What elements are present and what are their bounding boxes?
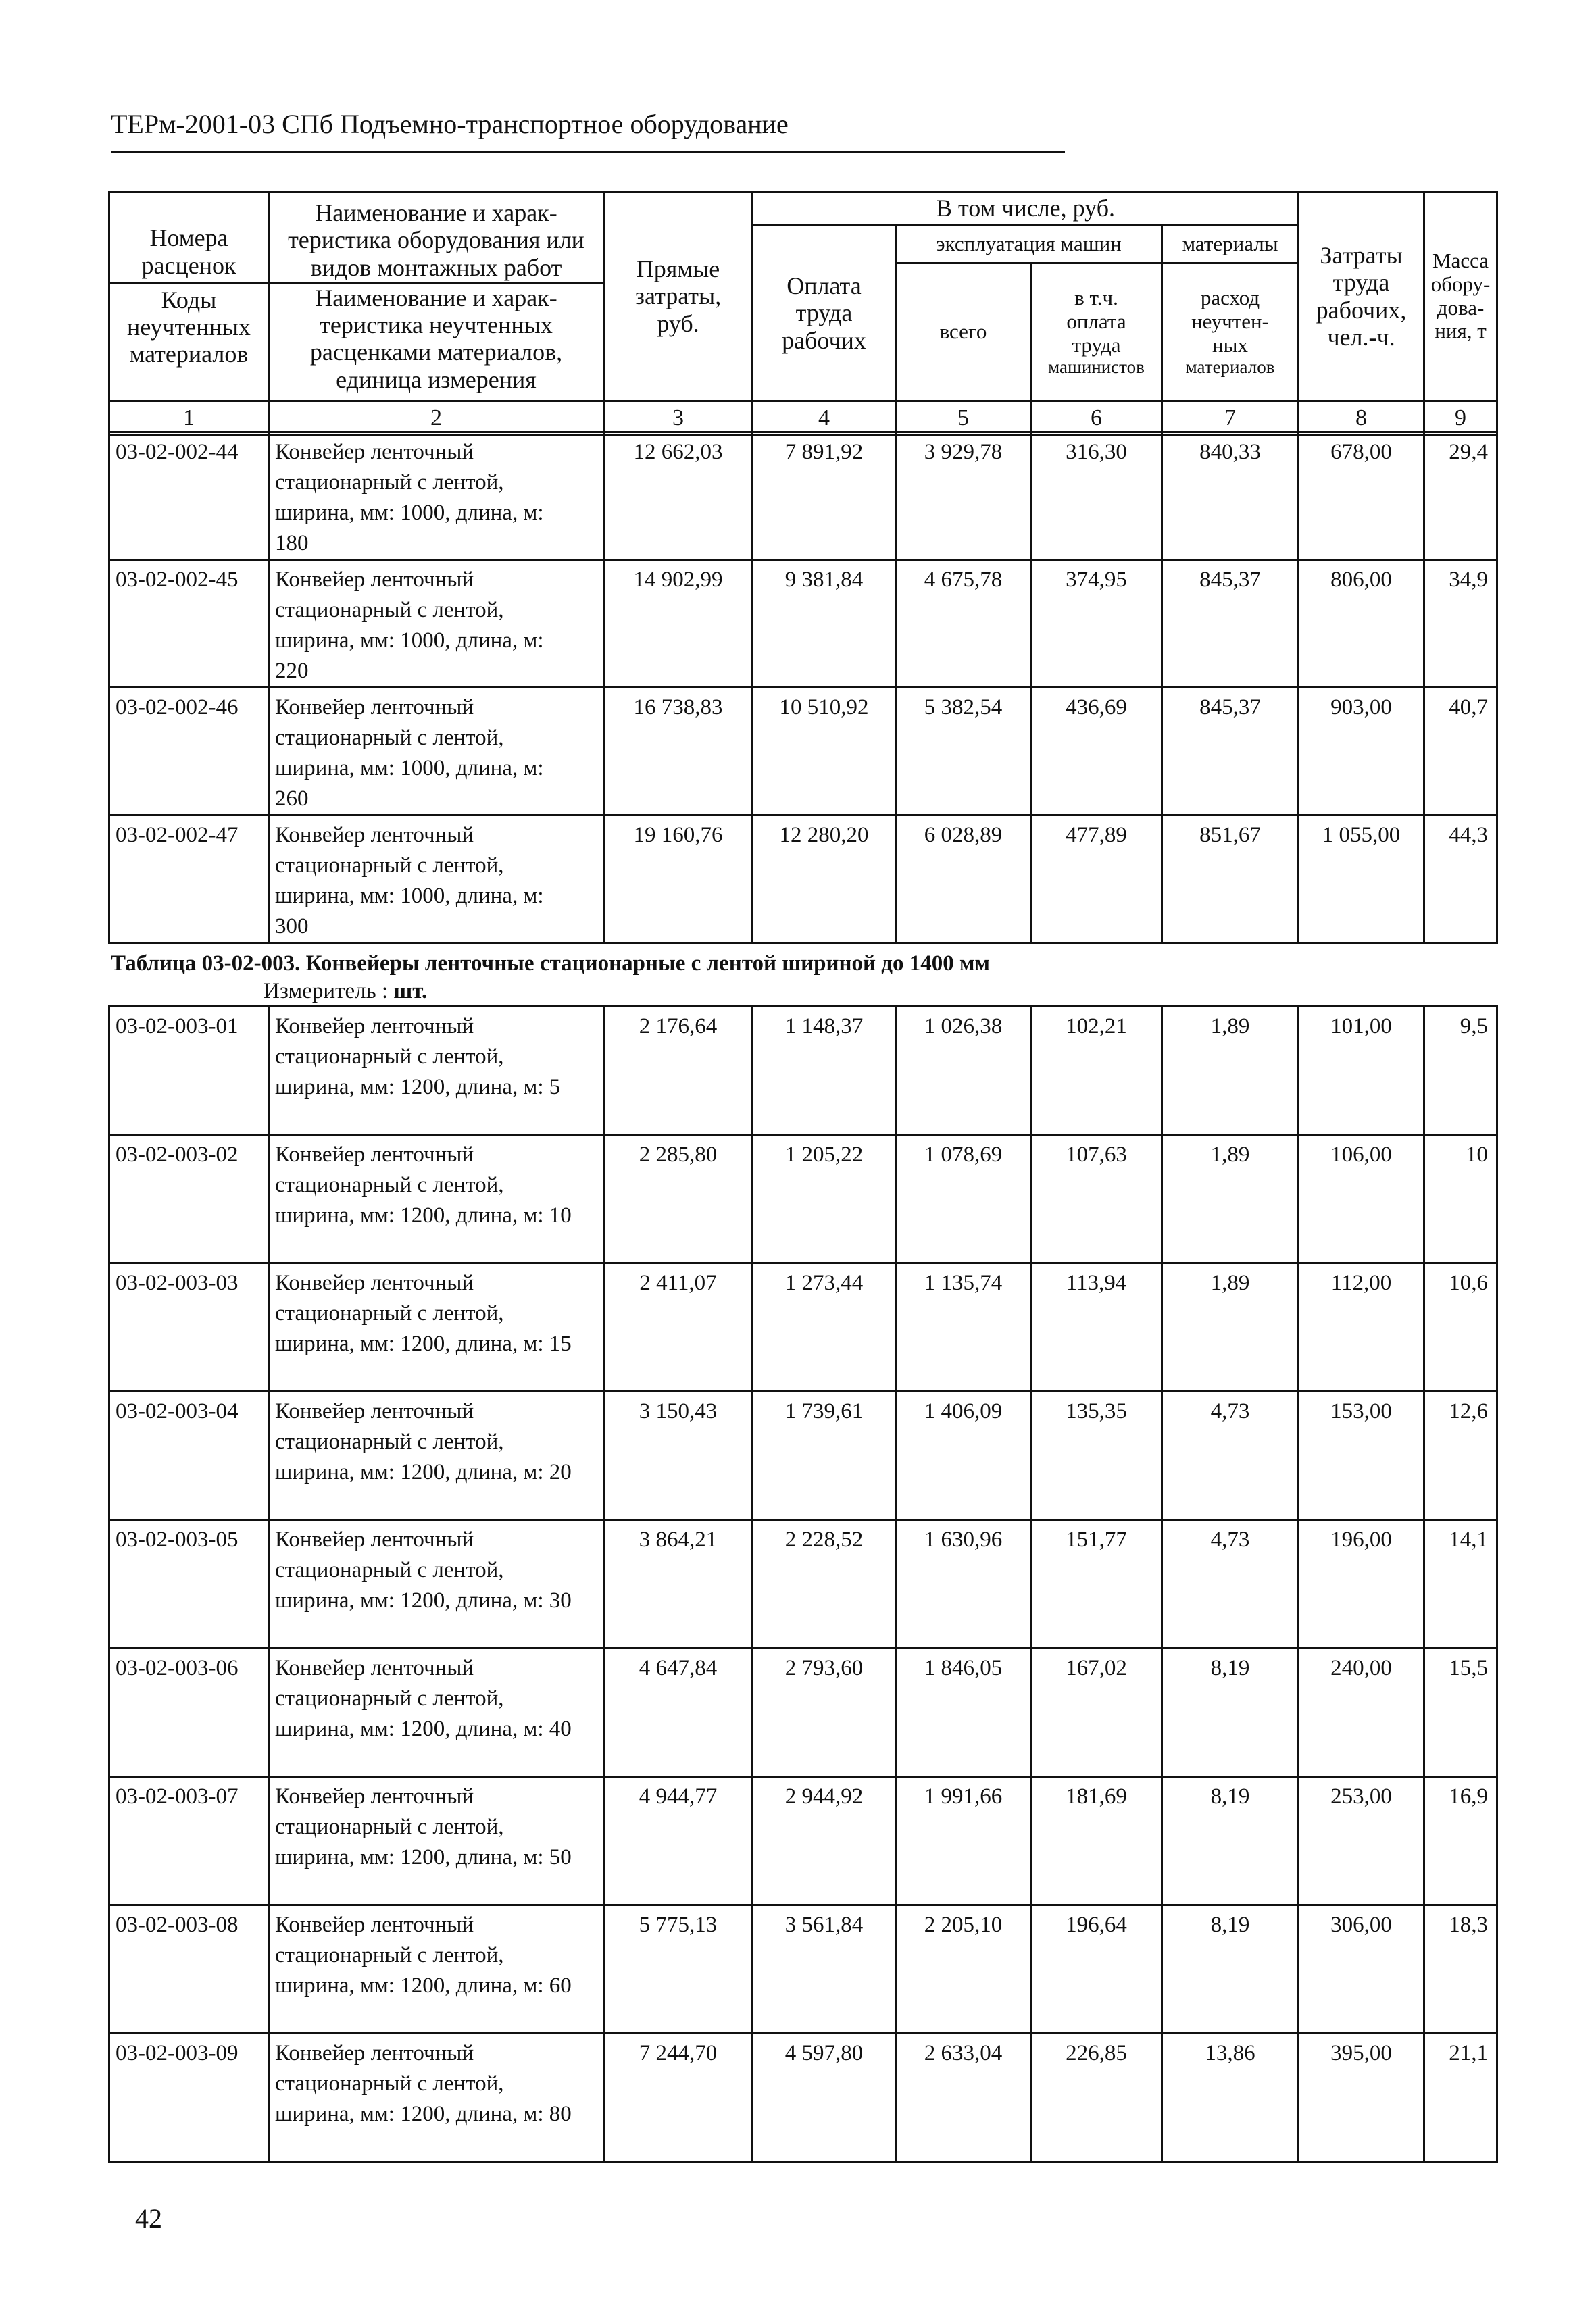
value-col-6: 181,69	[1031, 1777, 1162, 1905]
value-col-3: 16 738,83	[604, 688, 753, 815]
rates-table-002	[108, 431, 1498, 944]
table-row	[109, 1263, 1497, 1392]
rate-code: 03-02-003-01	[109, 1007, 269, 1135]
value-col-6: 167,02	[1031, 1649, 1162, 1777]
rate-name-line: стационарный с лентой,	[275, 470, 504, 495]
value-col-4: 7 891,92	[753, 432, 896, 560]
rate-name-line: стационарный с лентой,	[275, 1045, 504, 1069]
value-col-8: 1 055,00	[1299, 815, 1424, 943]
col-header-6	[1031, 263, 1162, 401]
table-row	[109, 1649, 1497, 1777]
table-row	[109, 1007, 1497, 1135]
col-header-3	[604, 192, 753, 401]
rate-name-line: ширина, мм: 1200, длина, м: 15	[275, 1332, 572, 1356]
value-col-7: 8,19	[1162, 1777, 1299, 1905]
value-col-7: 13,86	[1162, 2034, 1299, 2162]
rate-code: 03-02-003-04	[109, 1392, 269, 1520]
col-number: 8	[1299, 401, 1424, 436]
rate-name	[269, 1649, 604, 1777]
table-row	[109, 560, 1497, 688]
value-col-4: 3 561,84	[753, 1905, 896, 2034]
value-col-6: 436,69	[1031, 688, 1162, 815]
table-row	[109, 815, 1497, 943]
value-col-4: 12 280,20	[753, 815, 896, 943]
col-header-2-line: теристика оборудования или	[288, 226, 584, 254]
col-header-8	[1299, 192, 1424, 401]
value-col-3: 19 160,76	[604, 815, 753, 943]
rates-table-003	[108, 1005, 1498, 2163]
rate-code: 03-02-002-47	[109, 815, 269, 943]
col-header-incl: В том числе, руб.	[753, 192, 1299, 226]
table-row	[109, 688, 1497, 815]
col-header-2-sub	[270, 282, 603, 393]
rate-code: 03-02-003-03	[109, 1263, 269, 1392]
rate-name-line: ширина, мм: 1200, длина, м: 5	[275, 1075, 561, 1099]
table-row	[109, 1392, 1497, 1520]
rate-name	[269, 815, 604, 943]
value-col-6: 135,35	[1031, 1392, 1162, 1520]
value-col-4: 1 273,44	[753, 1263, 896, 1392]
value-col-8: 106,00	[1299, 1135, 1424, 1263]
value-col-9: 34,9	[1424, 560, 1497, 688]
value-col-6: 477,89	[1031, 815, 1162, 943]
table-row	[109, 1135, 1497, 1263]
rate-code: 03-02-003-08	[109, 1905, 269, 2034]
value-col-4: 1 148,37	[753, 1007, 896, 1135]
rate-name	[269, 432, 604, 560]
col-header-3-line: руб.	[657, 309, 699, 337]
col-header-2-line: расценками материалов,	[309, 338, 563, 366]
rate-name-line: Конвейер ленточный	[275, 1399, 474, 1424]
col-number: 4	[753, 401, 896, 436]
col-header-8-line: рабочих,	[1316, 296, 1407, 324]
col-header-7-line: ных	[1212, 332, 1248, 357]
col-header-5: всего	[896, 263, 1031, 401]
value-col-5: 1 026,38	[896, 1007, 1031, 1135]
page-number: 42	[135, 2203, 162, 2234]
value-col-6: 107,63	[1031, 1135, 1162, 1263]
value-col-7: 1,89	[1162, 1263, 1299, 1392]
col-header-8-line: чел.-ч.	[1327, 323, 1395, 351]
rate-name	[269, 1392, 604, 1520]
rate-name-line: стационарный с лентой,	[275, 1943, 504, 1967]
col-header-7-line: неучтен-	[1191, 309, 1269, 334]
rate-name-line: 220	[275, 659, 309, 683]
value-col-9: 15,5	[1424, 1649, 1497, 1777]
col-header-1-line: неучтенных	[127, 313, 251, 341]
col-header-4-line: труда	[795, 299, 853, 327]
col-header-4-line: рабочих	[782, 326, 866, 354]
col-header-9-line: ния, т	[1435, 319, 1487, 343]
value-col-8: 196,00	[1299, 1520, 1424, 1649]
value-col-6: 151,77	[1031, 1520, 1162, 1649]
value-col-6: 374,95	[1031, 560, 1162, 688]
rate-name	[269, 688, 604, 815]
table-row	[109, 432, 1497, 560]
value-col-8: 903,00	[1299, 688, 1424, 815]
col-header-7-line: расход	[1200, 286, 1260, 310]
value-col-5: 1 991,66	[896, 1777, 1031, 1905]
value-col-3: 4 944,77	[604, 1777, 753, 1905]
col-header-8-line: Затраты	[1320, 241, 1403, 269]
value-col-5: 1 135,74	[896, 1263, 1031, 1392]
value-col-9: 12,6	[1424, 1392, 1497, 1520]
rate-code: 03-02-003-09	[109, 2034, 269, 2162]
value-col-6: 196,64	[1031, 1905, 1162, 2034]
col-header-1-line: материалов	[129, 341, 249, 368]
table-row	[109, 1520, 1497, 1649]
value-col-4: 10 510,92	[753, 688, 896, 815]
col-header-9-line: обору-	[1430, 272, 1491, 296]
value-col-9: 29,4	[1424, 432, 1497, 560]
value-col-5: 5 382,54	[896, 688, 1031, 815]
col-number: 7	[1162, 401, 1299, 436]
value-col-5: 1 406,09	[896, 1392, 1031, 1520]
rate-name-line: Конвейер ленточный	[275, 1014, 474, 1038]
col-number: 2	[269, 401, 604, 436]
value-col-6: 226,85	[1031, 2034, 1162, 2162]
col-number: 3	[604, 401, 753, 436]
col-header-9	[1424, 192, 1497, 401]
rate-name-line: Конвейер ленточный	[275, 1142, 474, 1167]
rate-name-line: ширина, мм: 1000, длина, м:	[275, 756, 544, 780]
col-header-6-line: машинистов	[1048, 357, 1145, 378]
value-col-4: 9 381,84	[753, 560, 896, 688]
value-col-5: 1 078,69	[896, 1135, 1031, 1263]
value-col-8: 395,00	[1299, 2034, 1424, 2162]
rate-code: 03-02-002-45	[109, 560, 269, 688]
rate-name-line: Конвейер ленточный	[275, 1528, 474, 1552]
col-header-1-line: Коды	[161, 286, 217, 313]
value-col-5: 2 205,10	[896, 1905, 1031, 2034]
rate-name	[269, 2034, 604, 2162]
value-col-3: 3 150,43	[604, 1392, 753, 1520]
value-col-8: 806,00	[1299, 560, 1424, 688]
rate-code: 03-02-003-07	[109, 1777, 269, 1905]
value-col-3: 4 647,84	[604, 1649, 753, 1777]
value-col-7: 8,19	[1162, 1905, 1299, 2034]
unit-value: шт.	[393, 979, 428, 1003]
rate-name-line: стационарный с лентой,	[275, 1301, 504, 1326]
value-col-5: 2 633,04	[896, 2034, 1031, 2162]
value-col-8: 306,00	[1299, 1905, 1424, 2034]
col-header-1-line: расценок	[141, 251, 236, 279]
col-number: 9	[1424, 401, 1497, 436]
rate-name-line: ширина, мм: 1200, длина, м: 10	[275, 1203, 572, 1228]
rate-name-line: стационарный с лентой,	[275, 1815, 504, 1839]
col-header-2-line: теристика неучтенных	[320, 311, 553, 339]
rate-name-line: стационарный с лентой,	[275, 2071, 504, 2096]
value-col-7: 845,37	[1162, 688, 1299, 815]
rate-name-line: ширина, мм: 1200, длина, м: 80	[275, 2102, 572, 2126]
value-col-5: 1 630,96	[896, 1520, 1031, 1649]
rate-name-line: ширина, мм: 1200, длина, м: 60	[275, 1973, 572, 1998]
rate-name-line: ширина, мм: 1000, длина, м:	[275, 501, 544, 525]
col-header-4	[753, 226, 896, 401]
value-col-8: 153,00	[1299, 1392, 1424, 1520]
col-header-2-line: единица измерения	[336, 366, 537, 393]
rate-name-line: Конвейер ленточный	[275, 568, 474, 592]
rate-name-line: ширина, мм: 1200, длина, м: 20	[275, 1460, 572, 1484]
value-col-8: 678,00	[1299, 432, 1424, 560]
table-row	[109, 1777, 1497, 1905]
rate-name-line: стационарный с лентой,	[275, 853, 504, 878]
rate-name-line: ширина, мм: 1200, длина, м: 30	[275, 1588, 572, 1613]
col-header-2-line: видов монтажных работ	[310, 253, 562, 281]
value-col-7: 845,37	[1162, 560, 1299, 688]
col-header-6-line: оплата	[1066, 309, 1126, 334]
column-header-table	[108, 191, 1498, 436]
value-col-8: 112,00	[1299, 1263, 1424, 1392]
value-col-8: 101,00	[1299, 1007, 1424, 1135]
value-col-3: 12 662,03	[604, 432, 753, 560]
rate-name-line: Конвейер ленточный	[275, 2041, 474, 2065]
value-col-3: 14 902,99	[604, 560, 753, 688]
rate-name-line: стационарный с лентой,	[275, 1558, 504, 1582]
value-col-9: 40,7	[1424, 688, 1497, 815]
rate-name-line: стационарный с лентой,	[275, 598, 504, 622]
value-col-7: 1,89	[1162, 1135, 1299, 1263]
col-header-6-line: в т.ч.	[1074, 286, 1118, 310]
value-col-3: 7 244,70	[604, 2034, 753, 2162]
value-col-3: 3 864,21	[604, 1520, 753, 1649]
col-header-1-sub	[110, 282, 268, 368]
unit-label-text: Измеритель	[264, 979, 376, 1003]
col-header-mat: материалы	[1162, 226, 1299, 263]
col-header-1	[109, 192, 269, 401]
page-header-title: ТЕРм-2001-03 СПб Подъемно-транспортное оборудование	[111, 109, 789, 139]
value-col-7: 840,33	[1162, 432, 1299, 560]
value-col-3: 2 411,07	[604, 1263, 753, 1392]
unit-label: Измеритель : шт.	[264, 979, 428, 1003]
col-header-9-line: Масса	[1432, 249, 1489, 273]
rate-code: 03-02-002-46	[109, 688, 269, 815]
col-header-2	[269, 192, 604, 401]
rate-name-line: Конвейер ленточный	[275, 1271, 474, 1295]
value-col-3: 5 775,13	[604, 1905, 753, 2034]
col-header-6-line: труда	[1072, 332, 1121, 357]
rate-name-line: стационарный с лентой,	[275, 726, 504, 750]
rate-name-line: 300	[275, 914, 309, 938]
rate-name-line: Конвейер ленточный	[275, 695, 474, 720]
col-header-9-line: дова-	[1437, 295, 1485, 320]
col-header-3-line: Прямые	[636, 255, 720, 283]
value-col-7: 851,67	[1162, 815, 1299, 943]
rate-name-line: ширина, мм: 1200, длина, м: 50	[275, 1845, 572, 1869]
rate-code: 03-02-002-44	[109, 432, 269, 560]
rate-name-line: стационарный с лентой,	[275, 1430, 504, 1454]
value-col-6: 102,21	[1031, 1007, 1162, 1135]
value-col-3: 2 176,64	[604, 1007, 753, 1135]
col-number: 5	[896, 401, 1031, 436]
value-col-6: 316,30	[1031, 432, 1162, 560]
col-header-4-line: Оплата	[787, 272, 862, 300]
rate-code: 03-02-003-02	[109, 1135, 269, 1263]
col-number: 1	[109, 401, 269, 436]
value-col-4: 4 597,80	[753, 2034, 896, 2162]
rate-name-line: 180	[275, 531, 309, 555]
table-caption: Таблица 03-02-003. Конвейеры ленточные стационарные с лентой шириной до 1400 мм	[111, 951, 990, 976]
col-number: 6	[1031, 401, 1162, 436]
table-row	[109, 2034, 1497, 2162]
rate-code: 03-02-003-06	[109, 1649, 269, 1777]
value-col-7: 1,89	[1162, 1007, 1299, 1135]
value-col-7: 4,73	[1162, 1520, 1299, 1649]
value-col-7: 8,19	[1162, 1649, 1299, 1777]
rate-name-line: Конвейер ленточный	[275, 1656, 474, 1680]
rate-name	[269, 1007, 604, 1135]
value-col-5: 4 675,78	[896, 560, 1031, 688]
value-col-4: 1 739,61	[753, 1392, 896, 1520]
col-header-8-line: труда	[1332, 269, 1390, 297]
rate-name-line: Конвейер ленточный	[275, 1913, 474, 1937]
value-col-9: 10,6	[1424, 1263, 1497, 1392]
value-col-8: 240,00	[1299, 1649, 1424, 1777]
col-header-3-line: затраты,	[634, 282, 722, 310]
value-col-9: 16,9	[1424, 1777, 1497, 1905]
value-col-5: 3 929,78	[896, 432, 1031, 560]
col-header-7	[1162, 263, 1299, 401]
rate-name	[269, 1135, 604, 1263]
value-col-4: 1 205,22	[753, 1135, 896, 1263]
value-col-5: 1 846,05	[896, 1649, 1031, 1777]
value-col-3: 2 285,80	[604, 1135, 753, 1263]
value-col-6: 113,94	[1031, 1263, 1162, 1392]
rate-name-line: стационарный с лентой,	[275, 1173, 504, 1197]
value-col-7: 4,73	[1162, 1392, 1299, 1520]
value-col-4: 2 944,92	[753, 1777, 896, 1905]
rate-name-line: ширина, мм: 1200, длина, м: 40	[275, 1717, 572, 1741]
rate-name-line: 260	[275, 786, 309, 811]
col-header-2-line: Наименование и харак-	[315, 199, 557, 226]
value-col-5: 6 028,89	[896, 815, 1031, 943]
rate-name-line: ширина, мм: 1000, длина, м:	[275, 628, 544, 653]
value-col-9: 14,1	[1424, 1520, 1497, 1649]
rate-name	[269, 1520, 604, 1649]
rate-name-line: Конвейер ленточный	[275, 440, 474, 464]
value-col-9: 10	[1424, 1135, 1497, 1263]
rate-code: 03-02-003-05	[109, 1520, 269, 1649]
col-header-expl: эксплуатация машин	[896, 226, 1162, 263]
value-col-9: 18,3	[1424, 1905, 1497, 2034]
rate-name	[269, 1263, 604, 1392]
rate-name-line: стационарный с лентой,	[275, 1686, 504, 1711]
value-col-9: 21,1	[1424, 2034, 1497, 2162]
rate-name-line: ширина, мм: 1000, длина, м:	[275, 884, 544, 908]
col-header-7-line: материалов	[1185, 357, 1275, 378]
value-col-4: 2 793,60	[753, 1649, 896, 1777]
rate-name-line: Конвейер ленточный	[275, 1784, 474, 1809]
rate-name-line: Конвейер ленточный	[275, 823, 474, 847]
value-col-8: 253,00	[1299, 1777, 1424, 1905]
value-col-9: 44,3	[1424, 815, 1497, 943]
value-col-9: 9,5	[1424, 1007, 1497, 1135]
table-row	[109, 1905, 1497, 2034]
value-col-4: 2 228,52	[753, 1520, 896, 1649]
rate-name	[269, 1777, 604, 1905]
header-rule	[111, 151, 1065, 153]
col-header-1-line: Номера	[149, 224, 228, 252]
col-header-2-line: Наименование и харак-	[315, 284, 557, 311]
rate-name	[269, 1905, 604, 2034]
rate-name	[269, 560, 604, 688]
